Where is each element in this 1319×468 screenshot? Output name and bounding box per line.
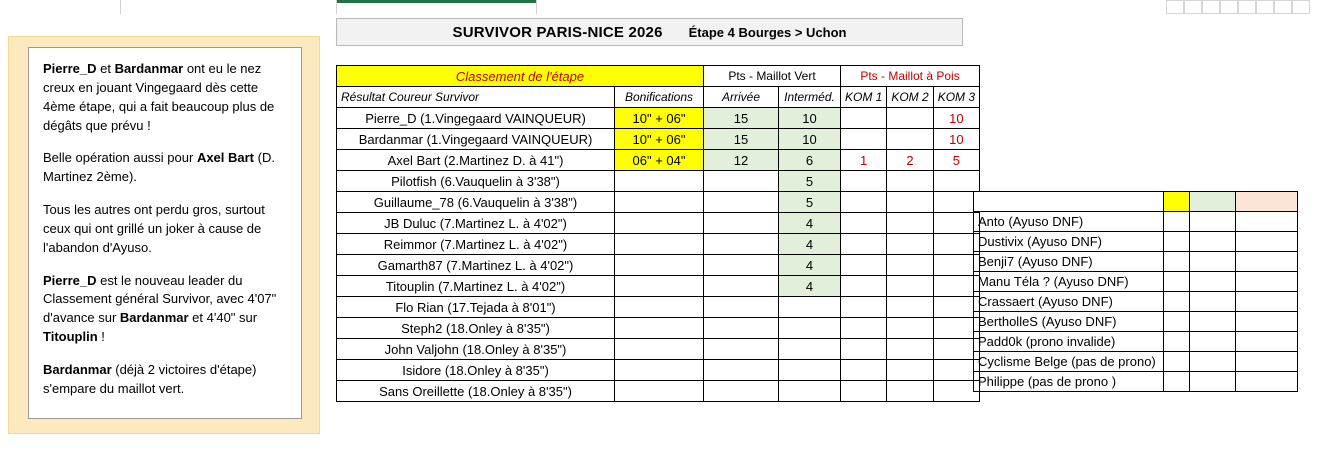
group-header-classement: Classement de l'étape <box>337 66 704 87</box>
cell-arrivee <box>704 297 779 318</box>
dnf-cell-2 <box>1190 252 1236 272</box>
cell-kom1 <box>841 255 887 276</box>
cell-kom2 <box>887 318 933 339</box>
note-text-run: Tous les autres ont perdu gros, surtout ceux qui ont grillé un joker à cause de l'abandon d'Ayuso. <box>43 202 265 255</box>
dnf-cell-3 <box>1236 292 1298 312</box>
dnf-row <box>974 312 1298 332</box>
cell-kom1: 1 <box>841 150 887 171</box>
note-emphasis: Bardanmar <box>43 361 112 377</box>
cell-kom2 <box>887 381 933 402</box>
toolbar-cell-3[interactable] <box>1202 0 1220 14</box>
note-text-run: est le nouveau leader du Classement général Survivor, avec 4'07" d'avance sur <box>43 272 277 326</box>
cell-intermed: 6 <box>779 150 841 171</box>
dnf-player-name: Dustivix (Ayuso DNF) <box>974 232 1164 252</box>
note-emphasis: Titouplin <box>43 329 98 345</box>
cell-arrivee <box>704 255 779 276</box>
dnf-cell-2 <box>1190 232 1236 252</box>
table-row <box>337 276 980 297</box>
dnf-row <box>974 252 1298 272</box>
dnf-header-row <box>974 192 1298 212</box>
column-header-bonifications: Bonifications <box>615 87 704 108</box>
toolbar-cell-1[interactable] <box>1166 0 1184 14</box>
stage-label: Étape 4 <box>688 24 735 40</box>
cell-intermed <box>779 339 841 360</box>
cell-rider-name: Sans Oreillette (18.Onley à 8'35") <box>337 381 615 402</box>
cell-bonifications: 10" + 06" <box>615 108 704 129</box>
table-row <box>337 234 980 255</box>
table-row <box>337 255 980 276</box>
table-row <box>337 171 980 192</box>
cell-bonifications <box>615 318 704 339</box>
dnf-cell-3 <box>1236 232 1298 252</box>
dnf-players-body <box>974 192 1298 392</box>
cell-bonifications <box>615 255 704 276</box>
dnf-row <box>974 212 1298 232</box>
dnf-row <box>974 232 1298 252</box>
cell-intermed: 10 <box>779 129 841 150</box>
cell-arrivee <box>704 213 779 234</box>
cell-bonifications <box>615 381 704 402</box>
note-text-run: (D. Martinez 2ème). <box>43 150 275 185</box>
cell-kom2 <box>887 276 933 297</box>
cell-kom1 <box>841 339 887 360</box>
cell-kom2: 2 <box>887 150 933 171</box>
column-header-kom1: KOM 1 <box>841 87 887 108</box>
dnf-cell-2 <box>1190 332 1236 352</box>
cell-kom1 <box>841 192 887 213</box>
cell-intermed: 4 <box>779 276 841 297</box>
cell-kom1 <box>841 297 887 318</box>
table-row <box>337 192 980 213</box>
grid-line <box>336 0 337 14</box>
note-paragraph <box>43 149 287 187</box>
cell-bonifications <box>615 192 704 213</box>
cell-rider-name: Pilotfish (6.Vauquelin à 3'38") <box>337 171 615 192</box>
dnf-cell-3 <box>1236 332 1298 352</box>
cell-kom3: 10 <box>933 129 979 150</box>
cell-rider-name: Guillaume_78 (6.Vauquelin à 3'38") <box>337 192 615 213</box>
dnf-cell-1 <box>1164 272 1190 292</box>
table-row <box>337 108 980 129</box>
dnf-cell-2 <box>1190 312 1236 332</box>
cell-intermed <box>779 318 841 339</box>
dnf-cell-1 <box>1164 212 1190 232</box>
dnf-cell-3 <box>1236 352 1298 372</box>
note-paragraph <box>43 361 287 399</box>
cell-kom2 <box>887 213 933 234</box>
note-text-run: ! <box>97 329 105 345</box>
group-header-maillot-pois: Pts - Maillot à Pois <box>841 66 980 87</box>
cell-bonifications <box>615 297 704 318</box>
dnf-cell-2 <box>1190 292 1236 312</box>
cell-kom2 <box>887 129 933 150</box>
cell-rider-name: Axel Bart (2.Martinez D. à 41") <box>337 150 615 171</box>
cell-rider-name: Reimmor (7.Martinez L. à 4'02") <box>337 234 615 255</box>
cell-arrivee <box>704 318 779 339</box>
cell-kom3: 5 <box>933 150 979 171</box>
cell-kom1 <box>841 171 887 192</box>
dnf-cell-1 <box>1164 252 1190 272</box>
stage-results-body <box>337 108 980 402</box>
dnf-cell-3 <box>1236 312 1298 332</box>
cell-intermed: 10 <box>779 108 841 129</box>
cell-arrivee <box>704 171 779 192</box>
cell-rider-name: Pierre_D (1.Vingegaard VAINQUEUR) <box>337 108 615 129</box>
cell-intermed: 4 <box>779 234 841 255</box>
column-header-intermed: Interméd. <box>779 87 841 108</box>
table-row <box>337 360 980 381</box>
cell-arrivee <box>704 276 779 297</box>
dnf-player-name: Padd0k (prono invalide) <box>974 332 1164 352</box>
cell-kom1 <box>841 318 887 339</box>
cell-kom1 <box>841 276 887 297</box>
dnf-cell-1 <box>1164 372 1190 392</box>
cell-bonifications <box>615 213 704 234</box>
toolbar-cell-5[interactable] <box>1238 0 1256 14</box>
cell-arrivee <box>704 360 779 381</box>
dnf-cell-1 <box>1164 352 1190 372</box>
cell-bonifications <box>615 171 704 192</box>
cell-arrivee <box>704 192 779 213</box>
cell-kom2 <box>887 339 933 360</box>
table-row <box>337 339 980 360</box>
cell-intermed: 5 <box>779 171 841 192</box>
dnf-player-name: Manu Téla ? (Ayuso DNF) <box>974 272 1164 292</box>
table-column-header-row <box>337 87 980 108</box>
note-paragraph <box>43 272 287 347</box>
cell-kom2 <box>887 108 933 129</box>
cell-intermed: 5 <box>779 192 841 213</box>
table-row <box>337 129 980 150</box>
cell-arrivee: 15 <box>704 129 779 150</box>
selected-cell-indicator <box>336 0 536 3</box>
cell-arrivee: 15 <box>704 108 779 129</box>
cell-intermed <box>779 360 841 381</box>
cell-bonifications: 10" + 06" <box>615 129 704 150</box>
note-text-run: ont eu le nez creux en jouant Vingegaard dès cette 4ème étape, qui a fait beaucoup plus de dégâts que prévu ! <box>43 61 275 133</box>
cell-rider-name: JB Duluc (7.Martinez L. à 4'02") <box>337 213 615 234</box>
dnf-cell-1 <box>1164 292 1190 312</box>
cell-kom1 <box>841 213 887 234</box>
cell-kom2 <box>887 297 933 318</box>
dnf-cell-1 <box>1164 332 1190 352</box>
table-row <box>337 297 980 318</box>
cell-kom2 <box>887 360 933 381</box>
dnf-cell-2 <box>1190 272 1236 292</box>
spreadsheet-top-strip <box>0 0 1319 14</box>
dnf-cell-1 <box>1164 232 1190 252</box>
dnf-row <box>974 272 1298 292</box>
cell-bonifications <box>615 339 704 360</box>
note-text-run: (déjà 2 victoires d'étape) s'empare du maillot vert. <box>43 361 257 396</box>
grid-line <box>536 0 537 14</box>
group-header-maillot-vert: Pts - Maillot Vert <box>704 66 841 87</box>
table-row <box>337 213 980 234</box>
note-text-run: et 4'40" sur <box>188 310 258 326</box>
note-emphasis: Axel Bart <box>196 150 255 166</box>
dnf-row <box>974 292 1298 312</box>
note-emphasis: Pierre_D <box>43 61 97 76</box>
stage-results-table <box>336 65 980 402</box>
cell-intermed <box>779 381 841 402</box>
dnf-cell-3 <box>1236 212 1298 232</box>
cell-kom2 <box>887 192 933 213</box>
cell-rider-name: Titouplin (7.Martinez L. à 4'02") <box>337 276 615 297</box>
cell-bonifications <box>615 360 704 381</box>
note-paragraph <box>43 201 287 258</box>
dnf-header-name <box>974 192 1164 212</box>
cell-intermed <box>779 297 841 318</box>
cell-kom1 <box>841 360 887 381</box>
dnf-player-name: Cyclisme Belge (pas de prono) <box>974 352 1164 372</box>
column-header-resultat: Résultat Coureur Survivor <box>337 87 615 108</box>
title-main-text: SURVIVOR PARIS-NICE 2026 <box>452 23 663 41</box>
cell-rider-name: Bardanmar (1.Vingegaard VAINQUEUR) <box>337 129 615 150</box>
cell-kom1 <box>841 108 887 129</box>
cell-arrivee <box>704 234 779 255</box>
table-row <box>337 318 980 339</box>
table-row <box>337 150 980 171</box>
dnf-cell-2 <box>1190 352 1236 372</box>
title-stage-text <box>689 25 847 40</box>
cell-kom1 <box>841 234 887 255</box>
dnf-cell-3 <box>1236 252 1298 272</box>
toolbar-cell-4[interactable] <box>1220 0 1238 14</box>
cell-kom2 <box>887 255 933 276</box>
table-row <box>337 381 980 402</box>
note-text-run: et <box>96 61 115 76</box>
dnf-player-name: Anto (Ayuso DNF) <box>974 212 1164 232</box>
dnf-header-col3 <box>1236 192 1298 212</box>
table-group-header-row <box>337 66 980 87</box>
column-header-kom2: KOM 2 <box>887 87 933 108</box>
dnf-header-col2 <box>1190 192 1236 212</box>
column-header-arrivee: Arrivée <box>704 87 779 108</box>
commentary-note-text <box>28 47 302 419</box>
stage-route: Bourges > Uchon <box>738 24 847 40</box>
cell-rider-name: Isidore (18.Onley à 8'35") <box>337 360 615 381</box>
cell-kom3 <box>933 171 979 192</box>
cell-rider-name: Flo Rian (17.Tejada à 8'01") <box>337 297 615 318</box>
toolbar-cell-2[interactable] <box>1184 0 1202 14</box>
cell-rider-name: Steph2 (18.Onley à 8'35") <box>337 318 615 339</box>
dnf-player-name: Philippe (pas de prono ) <box>974 372 1164 392</box>
dnf-row <box>974 352 1298 372</box>
toolbar-cell-8[interactable] <box>1292 0 1310 14</box>
toolbar-cell-6[interactable] <box>1256 0 1274 14</box>
cell-arrivee: 12 <box>704 150 779 171</box>
note-emphasis: Pierre_D <box>43 272 97 288</box>
cell-kom2 <box>887 171 933 192</box>
dnf-cell-2 <box>1190 372 1236 392</box>
cell-intermed: 4 <box>779 213 841 234</box>
note-text-run: Belle opération aussi pour <box>43 150 197 166</box>
page-title <box>336 18 963 46</box>
dnf-players-table <box>973 191 1298 392</box>
cell-arrivee <box>704 339 779 360</box>
dnf-cell-3 <box>1236 372 1298 392</box>
dnf-cell-2 <box>1190 212 1236 232</box>
dnf-header-col1 <box>1164 192 1190 212</box>
dnf-player-name: BertholleS (Ayuso DNF) <box>974 312 1164 332</box>
dnf-cell-3 <box>1236 272 1298 292</box>
cell-bonifications: 06" + 04" <box>615 150 704 171</box>
cell-rider-name: Gamarth87 (7.Martinez L. à 4'02") <box>337 255 615 276</box>
dnf-player-name: Benji7 (Ayuso DNF) <box>974 252 1164 272</box>
dnf-player-name: Crassaert (Ayuso DNF) <box>974 292 1164 312</box>
dnf-row <box>974 332 1298 352</box>
grid-line <box>120 0 121 14</box>
note-paragraph <box>43 60 287 135</box>
dnf-cell-1 <box>1164 312 1190 332</box>
commentary-note-box <box>8 36 320 434</box>
toolbar-cell-7[interactable] <box>1274 0 1292 14</box>
cell-intermed: 4 <box>779 255 841 276</box>
dnf-row <box>974 372 1298 392</box>
cell-kom1 <box>841 129 887 150</box>
cell-kom1 <box>841 381 887 402</box>
column-header-kom3: KOM 3 <box>933 87 979 108</box>
cell-kom2 <box>887 234 933 255</box>
cell-bonifications <box>615 234 704 255</box>
cell-kom3: 10 <box>933 108 979 129</box>
note-emphasis: Bardanmar <box>114 61 184 76</box>
cell-arrivee <box>704 381 779 402</box>
cell-bonifications <box>615 276 704 297</box>
cell-rider-name: John Valjohn (18.Onley à 8'35") <box>337 339 615 360</box>
note-emphasis: Bardanmar <box>119 310 189 326</box>
